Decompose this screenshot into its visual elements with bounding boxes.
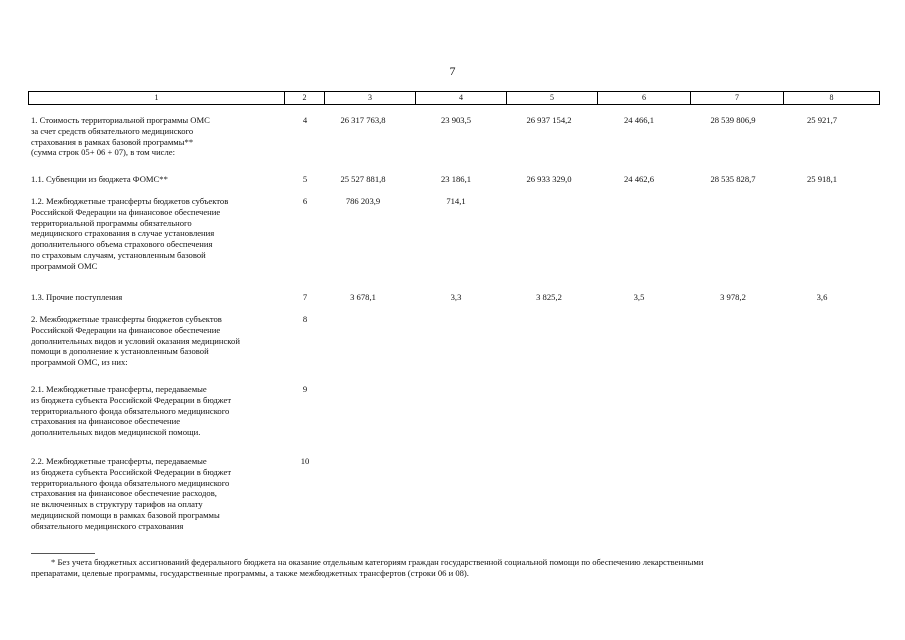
header-col-5: 5 — [506, 92, 597, 104]
cell-value: 25 921,7 — [806, 115, 838, 125]
row-code: 9 — [302, 384, 308, 394]
row-code: 7 — [302, 292, 308, 302]
row-code: 4 — [302, 115, 308, 125]
row-label: 1.2. Межбюджетные трансферты бюджетов субъектов Российской Федерации на финансовое обеспечение территориальной программы обязательного медицинского страхования в случае установления дополнительного объема страхового обеспечения по страховым случаям, установленным базовой программой ОМС — [31, 196, 229, 271]
cell-value: 28 535 828,7 — [710, 174, 756, 184]
header-col-1: 1 — [28, 92, 284, 104]
cell-value: 3,5 — [633, 292, 645, 302]
footnote — [31, 557, 881, 579]
row-code: 6 — [302, 196, 308, 206]
cell-value: 25 918,1 — [806, 174, 838, 184]
cell-value: 26 937 154,2 — [526, 115, 572, 125]
cell-value: 23 903,5 — [440, 115, 472, 125]
row-label: 2.1. Межбюджетные трансферты, передаваемые из бюджета субъекта Российской Федерации в бюджет территориального фонда обязательного медицинского страхования на финансовое обеспечение дополнительных видов медицинской помощи. — [31, 384, 232, 438]
cell-value: 3,6 — [816, 292, 828, 302]
table-header — [28, 91, 880, 105]
cell-value: 714,1 — [446, 196, 466, 206]
cell-value: 3 825,2 — [536, 292, 562, 302]
cell-value: 25 527 881,8 — [340, 174, 386, 184]
header-col-6: 6 — [597, 92, 690, 104]
row-code: 8 — [302, 314, 308, 324]
cell-value: 24 466,1 — [623, 115, 655, 125]
header-col-7: 7 — [690, 92, 783, 104]
cell-value: 3 678,1 — [350, 292, 376, 302]
row-label: 2. Межбюджетные трансферты бюджетов субъектов Российской Федерации на финансовое обеспечение дополнительных видов и условий оказания медицинской помощи в дополнение к установленным базовой программой ОМС, из них: — [31, 314, 240, 368]
cell-value: 3 978,2 — [720, 292, 746, 302]
cell-value: 28 539 806,9 — [710, 115, 756, 125]
footnote-line-1: * Без учета бюджетных ассигнований федерального бюджета на оказание отдельным категориям граждан государственной социальной помощи по обеспечению лекарственными — [51, 557, 704, 567]
cell-value: 26 933 329,0 — [526, 174, 572, 184]
row-label: 1.3. Прочие поступления — [31, 292, 123, 302]
cell-value: 786 203,9 — [345, 196, 381, 206]
row-code: 10 — [300, 456, 310, 466]
footnote-line-2: препаратами, целевые программы, государственные программы, а также межбюджетных трансфертов (строки 06 и 08). — [31, 568, 469, 578]
cell-value: 26 317 763,8 — [340, 115, 386, 125]
page-number: 7 — [449, 64, 456, 78]
header-col-2: 2 — [284, 92, 324, 104]
header-col-3: 3 — [324, 92, 415, 104]
footnote-separator — [31, 553, 95, 554]
header-col-8: 8 — [783, 92, 880, 104]
row-label: 1.1. Субвенции из бюджета ФОМС** — [31, 174, 168, 184]
cell-value: 24 462,6 — [623, 174, 655, 184]
cell-value: 3,3 — [450, 292, 462, 302]
cell-value: 23 186,1 — [440, 174, 472, 184]
header-col-4: 4 — [415, 92, 506, 104]
row-label: 1. Стоимость территориальной программы ОМС за счет средств обязательного медицинского страхования в рамках базовой программы** (сумма строк 05+ 06 + 07), в том числе: — [31, 115, 210, 158]
row-label: 2.2. Межбюджетные трансферты, передаваемые из бюджета субъекта Российской Федерации в бюджет территориального фонда обязательного медицинского страхования на финансовое обеспечение расходов, не включенных в структуру тарифов на оплату медицинской помощи в рамках базовой программы обязательного медицинского страхования — [31, 456, 232, 531]
row-code: 5 — [302, 174, 308, 184]
